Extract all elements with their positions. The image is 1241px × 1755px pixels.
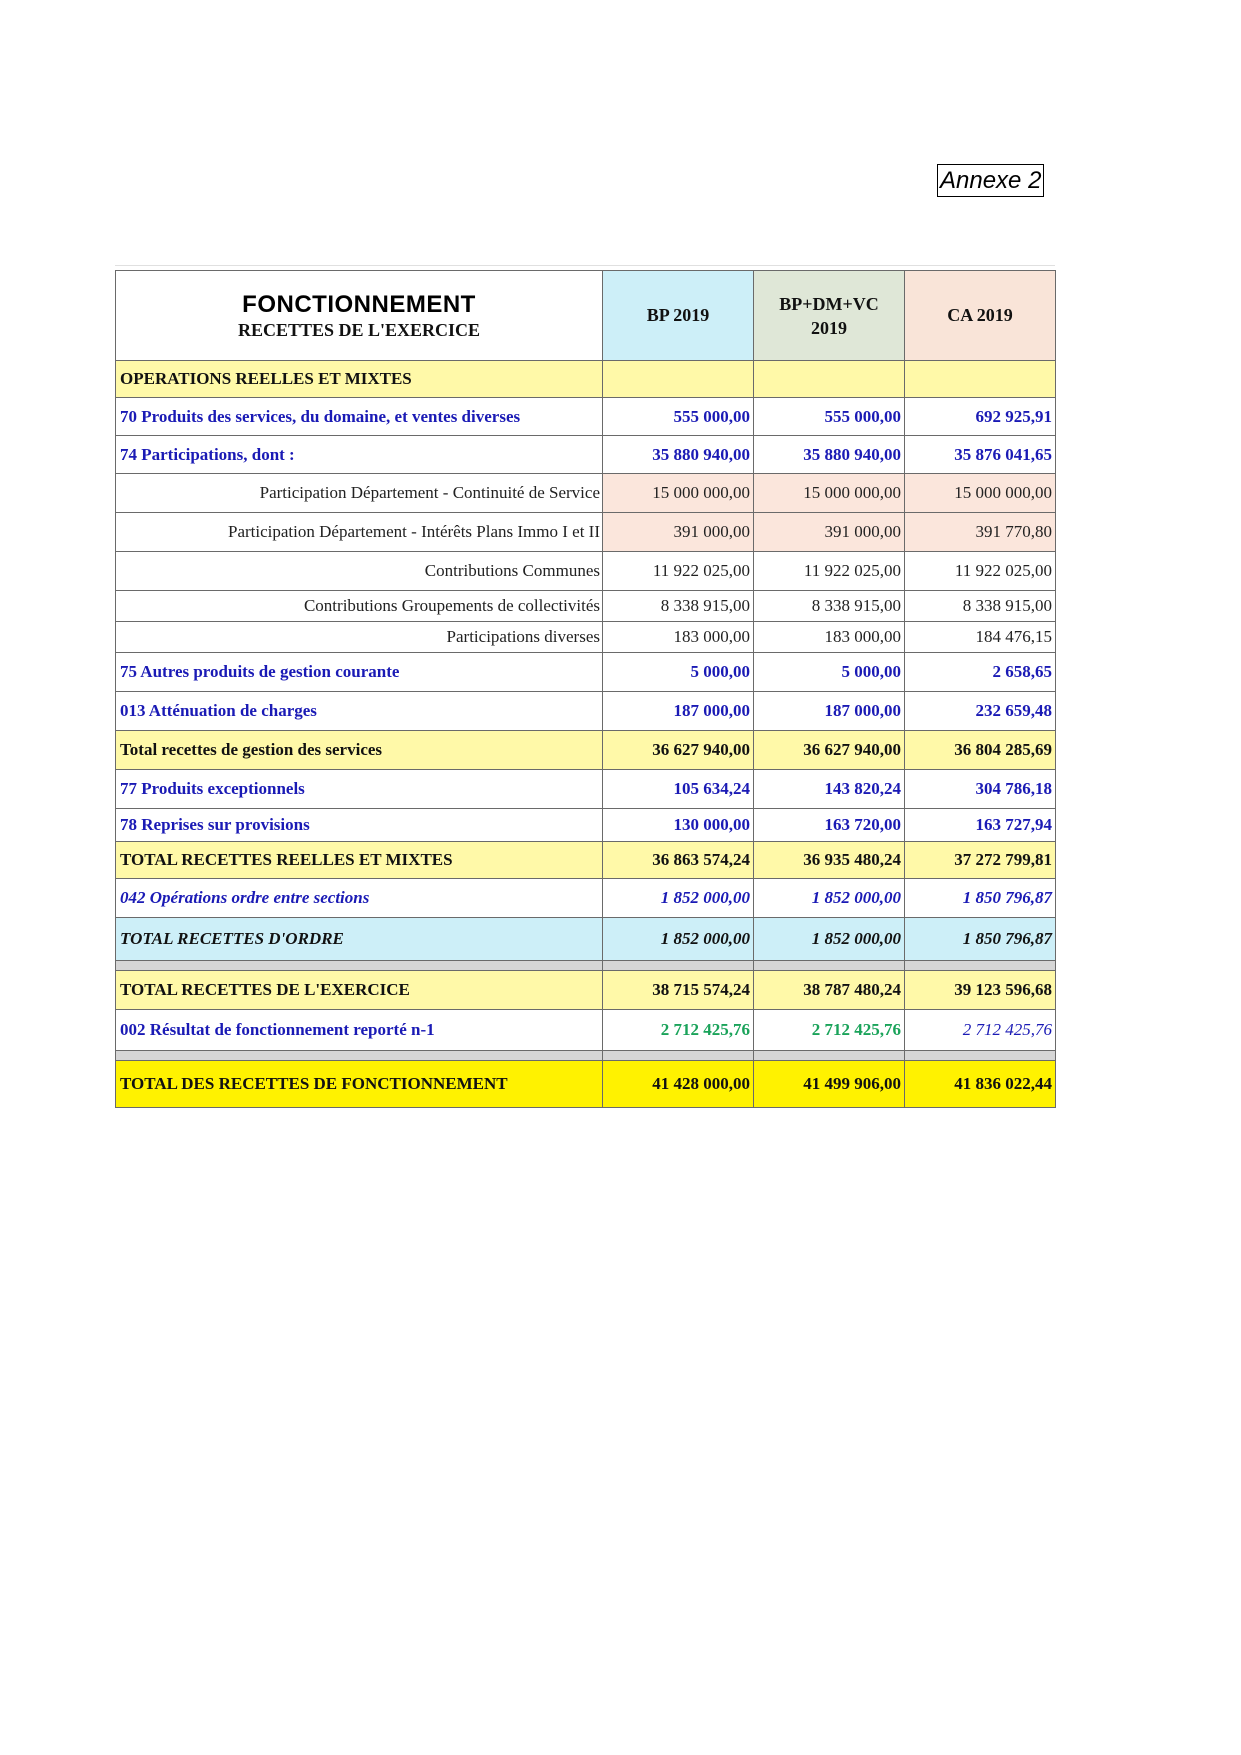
cell-bp: 36 863 574,24 [603, 842, 754, 879]
cell-ca: 2 712 425,76 [905, 1010, 1056, 1051]
table-row [116, 692, 1056, 731]
row-label: 78 Reprises sur provisions [116, 809, 603, 842]
separator-cell [603, 1051, 754, 1061]
table-title: FONCTIONNEMENT [242, 290, 476, 318]
cell-ca: 15 000 000,00 [905, 474, 1056, 513]
table-row [116, 653, 1056, 692]
cell-ca: 184 476,15 [905, 622, 1056, 653]
row-label: OPERATIONS REELLES ET MIXTES [116, 361, 603, 398]
cell-bp-dm-vc: 187 000,00 [754, 692, 905, 731]
cell-bp-dm-vc: 41 499 906,00 [754, 1061, 905, 1108]
cell-bp-dm-vc: 11 922 025,00 [754, 552, 905, 591]
cell-bp-dm-vc: 36 627 940,00 [754, 731, 905, 770]
cell-bp-dm-vc: 391 000,00 [754, 513, 905, 552]
table-row [116, 809, 1056, 842]
header-bp-2019: BP 2019 [603, 271, 754, 361]
header-title-cell [116, 271, 603, 361]
separator-cell [754, 961, 905, 971]
cell-bp-dm-vc: 1 852 000,00 [754, 879, 905, 918]
cell-ca [905, 361, 1056, 398]
cell-bp: 35 880 940,00 [603, 436, 754, 474]
table-row [116, 513, 1056, 552]
table-row [116, 552, 1056, 591]
table-row [116, 731, 1056, 770]
cell-bp: 1 852 000,00 [603, 918, 754, 961]
cell-bp-dm-vc: 555 000,00 [754, 398, 905, 436]
cell-ca: 163 727,94 [905, 809, 1056, 842]
table-row [116, 474, 1056, 513]
cell-bp: 38 715 574,24 [603, 971, 754, 1010]
cell-bp: 1 852 000,00 [603, 879, 754, 918]
row-label: TOTAL RECETTES REELLES ET MIXTES [116, 842, 603, 879]
cell-bp: 187 000,00 [603, 692, 754, 731]
cell-bp-dm-vc: 15 000 000,00 [754, 474, 905, 513]
cell-ca: 391 770,80 [905, 513, 1056, 552]
row-label: Contributions Groupements de collectivités [116, 591, 603, 622]
cell-bp: 15 000 000,00 [603, 474, 754, 513]
cell-ca: 8 338 915,00 [905, 591, 1056, 622]
table-row [116, 361, 1056, 398]
header-bp-dm-vc-2019 [754, 271, 905, 361]
header-col2-line2: 2019 [811, 317, 847, 338]
separator-row [116, 1051, 1056, 1061]
header-row [116, 271, 1056, 361]
separator-row [116, 961, 1056, 971]
row-label: 013 Atténuation de charges [116, 692, 603, 731]
table-row [116, 918, 1056, 961]
cell-ca: 39 123 596,68 [905, 971, 1056, 1010]
cell-bp: 391 000,00 [603, 513, 754, 552]
row-label: 002 Résultat de fonctionnement reporté n-1 [116, 1010, 603, 1051]
table-row [116, 398, 1056, 436]
row-label: Contributions Communes [116, 552, 603, 591]
separator-cell [905, 961, 1056, 971]
cell-bp-dm-vc [754, 361, 905, 398]
row-label: 70 Produits des services, du domaine, et ventes diverses [116, 398, 603, 436]
cell-bp: 5 000,00 [603, 653, 754, 692]
separator-cell [754, 1051, 905, 1061]
table-row [116, 879, 1056, 918]
cell-bp: 555 000,00 [603, 398, 754, 436]
cell-ca: 304 786,18 [905, 770, 1056, 809]
cell-bp-dm-vc: 35 880 940,00 [754, 436, 905, 474]
cell-ca: 1 850 796,87 [905, 918, 1056, 961]
cell-bp-dm-vc: 143 820,24 [754, 770, 905, 809]
cell-ca: 232 659,48 [905, 692, 1056, 731]
cell-ca: 2 658,65 [905, 653, 1056, 692]
cell-bp-dm-vc: 2 712 425,76 [754, 1010, 905, 1051]
cell-bp: 2 712 425,76 [603, 1010, 754, 1051]
separator-cell [603, 961, 754, 971]
cell-ca: 692 925,91 [905, 398, 1056, 436]
row-label: TOTAL DES RECETTES DE FONCTIONNEMENT [116, 1061, 603, 1108]
cell-bp: 11 922 025,00 [603, 552, 754, 591]
table-row [116, 842, 1056, 879]
cell-bp-dm-vc: 36 935 480,24 [754, 842, 905, 879]
cell-ca: 41 836 022,44 [905, 1061, 1056, 1108]
annexe-label: Annexe 2 [937, 164, 1044, 197]
cell-bp-dm-vc: 163 720,00 [754, 809, 905, 842]
cell-ca: 1 850 796,87 [905, 879, 1056, 918]
cell-bp-dm-vc: 38 787 480,24 [754, 971, 905, 1010]
table-row [116, 971, 1056, 1010]
separator-cell [116, 961, 603, 971]
cell-bp: 105 634,24 [603, 770, 754, 809]
cell-bp [603, 361, 754, 398]
cell-bp-dm-vc: 183 000,00 [754, 622, 905, 653]
header-col2-line1: BP+DM+VC [779, 293, 879, 314]
row-label: 74 Participations, dont : [116, 436, 603, 474]
table-row [116, 770, 1056, 809]
separator-cell [905, 1051, 1056, 1061]
row-label: Participation Département - Continuité de Service [116, 474, 603, 513]
row-label: TOTAL RECETTES D'ORDRE [116, 918, 603, 961]
cell-bp: 8 338 915,00 [603, 591, 754, 622]
table-row [116, 622, 1056, 653]
cell-ca: 36 804 285,69 [905, 731, 1056, 770]
cell-ca: 35 876 041,65 [905, 436, 1056, 474]
row-label: 77 Produits exceptionnels [116, 770, 603, 809]
cell-ca: 37 272 799,81 [905, 842, 1056, 879]
separator-cell [116, 1051, 603, 1061]
row-label: Participations diverses [116, 622, 603, 653]
row-label: 042 Opérations ordre entre sections [116, 879, 603, 918]
cell-bp-dm-vc: 5 000,00 [754, 653, 905, 692]
table-row [116, 1061, 1056, 1108]
cell-bp-dm-vc: 1 852 000,00 [754, 918, 905, 961]
cell-ca: 11 922 025,00 [905, 552, 1056, 591]
table-row [116, 1010, 1056, 1051]
cell-bp: 183 000,00 [603, 622, 754, 653]
header-ca-2019: CA 2019 [905, 271, 1056, 361]
cell-bp-dm-vc: 8 338 915,00 [754, 591, 905, 622]
cell-bp: 41 428 000,00 [603, 1061, 754, 1108]
row-label: 75 Autres produits de gestion courante [116, 653, 603, 692]
row-label: Total recettes de gestion des services [116, 731, 603, 770]
cell-bp: 130 000,00 [603, 809, 754, 842]
table-subtitle: RECETTES DE L'EXERCICE [237, 319, 481, 340]
table-row [116, 591, 1056, 622]
row-label: Participation Département - Intérêts Plans Immo I et II [116, 513, 603, 552]
cell-bp: 36 627 940,00 [603, 731, 754, 770]
revenue-table [115, 270, 1056, 1108]
row-label: TOTAL RECETTES DE L'EXERCICE [116, 971, 603, 1010]
table-row [116, 436, 1056, 474]
